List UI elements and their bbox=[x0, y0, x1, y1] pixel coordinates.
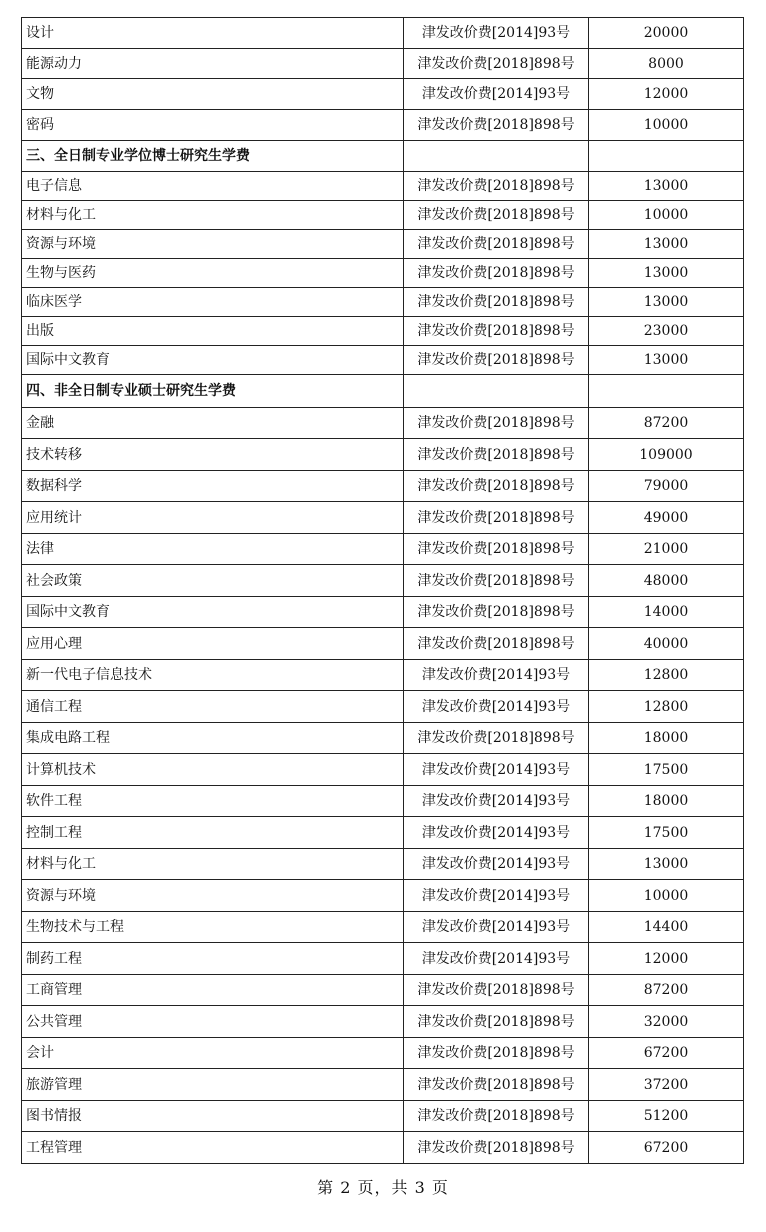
fee-cell: 40000 bbox=[589, 628, 744, 660]
name-cell: 会计 bbox=[22, 1038, 404, 1069]
table-row bbox=[22, 943, 744, 975]
fee-cell: 13000 bbox=[589, 288, 744, 317]
doc-cell: 津发改价费[2014]93号 bbox=[404, 912, 589, 943]
doc-cell: 津发改价费[2014]93号 bbox=[404, 660, 589, 691]
doc-cell: 津发改价费[2018]898号 bbox=[404, 628, 589, 660]
table-row bbox=[22, 259, 744, 288]
name-cell: 国际中文教育 bbox=[22, 597, 404, 628]
fee-cell: 18000 bbox=[589, 723, 744, 754]
table-row bbox=[22, 471, 744, 502]
table-row bbox=[22, 110, 744, 141]
name-cell: 通信工程 bbox=[22, 691, 404, 723]
doc-cell: 津发改价费[2018]898号 bbox=[404, 49, 589, 79]
name-cell: 三、全日制专业学位博士研究生学费 bbox=[22, 141, 404, 172]
fee-cell: 37200 bbox=[589, 1069, 744, 1101]
fee-cell: 10000 bbox=[589, 110, 744, 141]
table-row bbox=[22, 172, 744, 201]
doc-cell bbox=[404, 375, 589, 408]
name-cell: 材料与化工 bbox=[22, 849, 404, 880]
fee-cell: 109000 bbox=[589, 439, 744, 471]
name-cell: 设计 bbox=[22, 18, 404, 49]
fee-cell: 79000 bbox=[589, 471, 744, 502]
name-cell: 应用统计 bbox=[22, 502, 404, 534]
fee-cell bbox=[589, 375, 744, 408]
name-cell: 文物 bbox=[22, 79, 404, 110]
name-cell: 出版 bbox=[22, 317, 404, 346]
doc-cell: 津发改价费[2018]898号 bbox=[404, 439, 589, 471]
fee-cell: 18000 bbox=[589, 786, 744, 817]
doc-cell: 津发改价费[2018]898号 bbox=[404, 565, 589, 597]
doc-cell: 津发改价费[2018]898号 bbox=[404, 597, 589, 628]
table-row bbox=[22, 691, 744, 723]
name-cell: 旅游管理 bbox=[22, 1069, 404, 1101]
doc-cell: 津发改价费[2014]93号 bbox=[404, 880, 589, 912]
name-cell: 应用心理 bbox=[22, 628, 404, 660]
table-row bbox=[22, 18, 744, 49]
table-row bbox=[22, 49, 744, 79]
name-cell: 生物与医药 bbox=[22, 259, 404, 288]
doc-cell: 津发改价费[2018]898号 bbox=[404, 110, 589, 141]
table-row bbox=[22, 817, 744, 849]
fee-cell: 21000 bbox=[589, 534, 744, 565]
table-row bbox=[22, 597, 744, 628]
doc-cell: 津发改价费[2014]93号 bbox=[404, 754, 589, 786]
table-row bbox=[22, 912, 744, 943]
name-cell: 临床医学 bbox=[22, 288, 404, 317]
doc-cell: 津发改价费[2018]898号 bbox=[404, 534, 589, 565]
table-row bbox=[22, 660, 744, 691]
name-cell: 集成电路工程 bbox=[22, 723, 404, 754]
doc-cell: 津发改价费[2018]898号 bbox=[404, 288, 589, 317]
fee-cell: 17500 bbox=[589, 754, 744, 786]
fee-cell: 13000 bbox=[589, 346, 744, 375]
doc-cell: 津发改价费[2018]898号 bbox=[404, 1132, 589, 1164]
doc-cell: 津发改价费[2018]898号 bbox=[404, 1006, 589, 1038]
section-header-row bbox=[22, 375, 744, 408]
table-row bbox=[22, 849, 744, 880]
fee-table bbox=[21, 17, 744, 1164]
doc-cell: 津发改价费[2014]93号 bbox=[404, 18, 589, 49]
name-cell: 新一代电子信息技术 bbox=[22, 660, 404, 691]
doc-cell: 津发改价费[2014]93号 bbox=[404, 79, 589, 110]
doc-cell: 津发改价费[2014]93号 bbox=[404, 817, 589, 849]
fee-cell: 67200 bbox=[589, 1132, 744, 1164]
doc-cell: 津发改价费[2018]898号 bbox=[404, 408, 589, 439]
name-cell: 电子信息 bbox=[22, 172, 404, 201]
table-row bbox=[22, 1006, 744, 1038]
table-row bbox=[22, 408, 744, 439]
fee-table-body bbox=[22, 18, 744, 1164]
table-row bbox=[22, 439, 744, 471]
doc-cell: 津发改价费[2018]898号 bbox=[404, 172, 589, 201]
fee-cell: 87200 bbox=[589, 975, 744, 1006]
table-row bbox=[22, 723, 744, 754]
doc-cell bbox=[404, 141, 589, 172]
name-cell: 工商管理 bbox=[22, 975, 404, 1006]
doc-cell: 津发改价费[2014]93号 bbox=[404, 849, 589, 880]
name-cell: 工程管理 bbox=[22, 1132, 404, 1164]
fee-cell: 13000 bbox=[589, 172, 744, 201]
table-row bbox=[22, 1038, 744, 1069]
fee-cell: 32000 bbox=[589, 1006, 744, 1038]
doc-cell: 津发改价费[2014]93号 bbox=[404, 786, 589, 817]
name-cell: 公共管理 bbox=[22, 1006, 404, 1038]
table-row bbox=[22, 79, 744, 110]
fee-cell: 14400 bbox=[589, 912, 744, 943]
name-cell: 控制工程 bbox=[22, 817, 404, 849]
doc-cell: 津发改价费[2018]898号 bbox=[404, 975, 589, 1006]
table-row bbox=[22, 230, 744, 259]
table-row bbox=[22, 880, 744, 912]
doc-cell: 津发改价费[2018]898号 bbox=[404, 346, 589, 375]
doc-cell: 津发改价费[2014]93号 bbox=[404, 691, 589, 723]
table-row bbox=[22, 975, 744, 1006]
table-row bbox=[22, 201, 744, 230]
name-cell: 制药工程 bbox=[22, 943, 404, 975]
name-cell: 社会政策 bbox=[22, 565, 404, 597]
fee-cell: 13000 bbox=[589, 849, 744, 880]
fee-cell: 20000 bbox=[589, 18, 744, 49]
fee-cell: 51200 bbox=[589, 1101, 744, 1132]
table-row bbox=[22, 786, 744, 817]
doc-cell: 津发改价费[2018]898号 bbox=[404, 230, 589, 259]
name-cell: 生物技术与工程 bbox=[22, 912, 404, 943]
table-row bbox=[22, 1069, 744, 1101]
fee-cell: 17500 bbox=[589, 817, 744, 849]
fee-cell: 10000 bbox=[589, 201, 744, 230]
fee-cell: 12800 bbox=[589, 691, 744, 723]
fee-cell: 12800 bbox=[589, 660, 744, 691]
name-cell: 能源动力 bbox=[22, 49, 404, 79]
fee-cell: 87200 bbox=[589, 408, 744, 439]
page-footer: 第 2 页，共 3 页 bbox=[317, 1178, 449, 1197]
fee-cell: 49000 bbox=[589, 502, 744, 534]
doc-cell: 津发改价费[2018]898号 bbox=[404, 1101, 589, 1132]
fee-cell: 10000 bbox=[589, 880, 744, 912]
name-cell: 密码 bbox=[22, 110, 404, 141]
table-row bbox=[22, 565, 744, 597]
fee-cell: 12000 bbox=[589, 943, 744, 975]
table-row bbox=[22, 346, 744, 375]
table-row bbox=[22, 534, 744, 565]
name-cell: 四、非全日制专业硕士研究生学费 bbox=[22, 375, 404, 408]
doc-cell: 津发改价费[2018]898号 bbox=[404, 201, 589, 230]
name-cell: 资源与环境 bbox=[22, 880, 404, 912]
name-cell: 计算机技术 bbox=[22, 754, 404, 786]
name-cell: 国际中文教育 bbox=[22, 346, 404, 375]
fee-cell: 8000 bbox=[589, 49, 744, 79]
doc-cell: 津发改价费[2018]898号 bbox=[404, 317, 589, 346]
name-cell: 资源与环境 bbox=[22, 230, 404, 259]
name-cell: 软件工程 bbox=[22, 786, 404, 817]
doc-cell: 津发改价费[2018]898号 bbox=[404, 502, 589, 534]
doc-cell: 津发改价费[2018]898号 bbox=[404, 259, 589, 288]
doc-cell: 津发改价费[2018]898号 bbox=[404, 723, 589, 754]
table-row bbox=[22, 317, 744, 346]
fee-cell bbox=[589, 141, 744, 172]
fee-cell: 67200 bbox=[589, 1038, 744, 1069]
name-cell: 图书情报 bbox=[22, 1101, 404, 1132]
fee-cell: 13000 bbox=[589, 230, 744, 259]
fee-cell: 48000 bbox=[589, 565, 744, 597]
fee-cell: 13000 bbox=[589, 259, 744, 288]
table-row bbox=[22, 1132, 744, 1164]
doc-cell: 津发改价费[2018]898号 bbox=[404, 1069, 589, 1101]
fee-cell: 12000 bbox=[589, 79, 744, 110]
table-row bbox=[22, 288, 744, 317]
section-header-row bbox=[22, 141, 744, 172]
name-cell: 技术转移 bbox=[22, 439, 404, 471]
doc-cell: 津发改价费[2018]898号 bbox=[404, 471, 589, 502]
name-cell: 材料与化工 bbox=[22, 201, 404, 230]
table-row bbox=[22, 628, 744, 660]
doc-cell: 津发改价费[2014]93号 bbox=[404, 943, 589, 975]
name-cell: 法律 bbox=[22, 534, 404, 565]
table-row bbox=[22, 502, 744, 534]
name-cell: 数据科学 bbox=[22, 471, 404, 502]
fee-cell: 14000 bbox=[589, 597, 744, 628]
doc-cell: 津发改价费[2018]898号 bbox=[404, 1038, 589, 1069]
name-cell: 金融 bbox=[22, 408, 404, 439]
table-row bbox=[22, 1101, 744, 1132]
fee-cell: 23000 bbox=[589, 317, 744, 346]
table-row bbox=[22, 754, 744, 786]
